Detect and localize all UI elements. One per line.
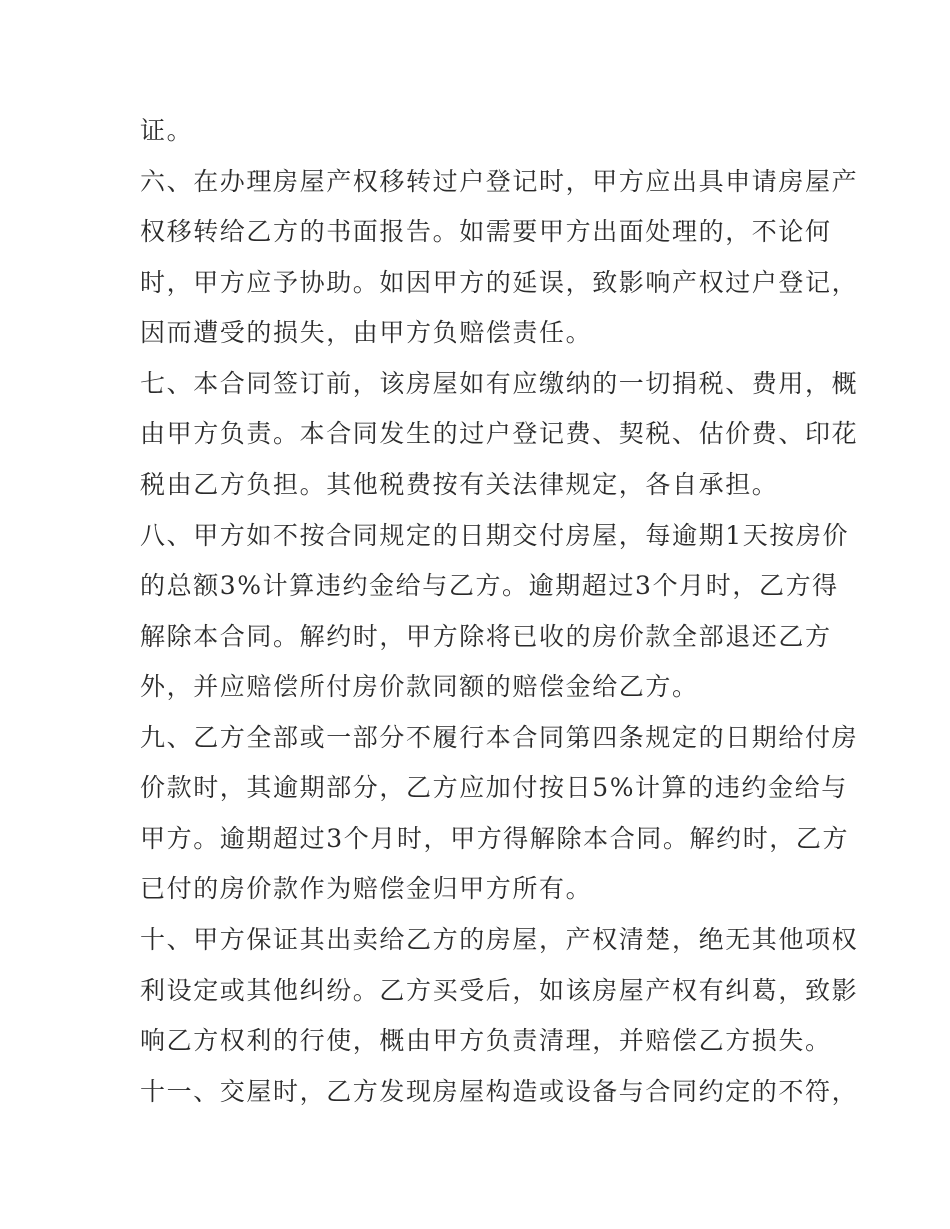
text-line: 权移转给乙方的书面报告。如需要甲方出面处理的，不论何 <box>140 217 832 246</box>
text-line: 响乙方权利的行使，概由甲方负责清理，并赔偿乙方损失。 <box>140 1026 832 1055</box>
text-line: 时，甲方应予协助。如因甲方的延误，致影响产权过户登记， <box>140 268 859 297</box>
text-line: 税由乙方负担。其他税费按有关法律规定，各自承担。 <box>140 470 779 499</box>
text-line: 十一、交屋时，乙方发现房屋构造或设备与合同约定的不符， <box>140 1077 859 1106</box>
text-line: 八、甲方如不按合同规定的日期交付房屋，每逾期1天按房价 <box>140 521 850 550</box>
text-line: 七、本合同签订前，该房屋如有应缴纳的一切捐税、费用，概 <box>140 369 859 398</box>
text-line: 已付的房价款作为赔偿金归甲方所有。 <box>140 874 593 903</box>
text-line: 因而遭受的损失，由甲方负赔偿责任。 <box>140 318 593 347</box>
text-line: 解除本合同。解约时，甲方除将已收的房价款全部退还乙方 <box>140 622 832 651</box>
text-line: 利设定或其他纠纷。乙方买受后，如该房屋产权有纠葛，致影 <box>140 976 859 1005</box>
text-line: 的总额3%计算违约金给与乙方。逾期超过3个月时，乙方得 <box>140 571 839 600</box>
text-line: 价款时，其逾期部分，乙方应加付按日5%计算的违约金给与 <box>140 773 848 802</box>
text-line: 证。 <box>140 116 194 145</box>
text-line: 九、乙方全部或一部分不履行本合同第四条规定的日期给付房 <box>140 723 859 752</box>
text-line: 甲方。逾期超过3个月时，甲方得解除本合同。解约时，乙方 <box>140 824 850 853</box>
text-line: 由甲方负责。本合同发生的过户登记费、契税、估价费、印花 <box>140 419 859 448</box>
text-line: 六、在办理房屋产权移转过户登记时，甲方应出具申请房屋产 <box>140 167 859 196</box>
text-line: 外，并应赔偿所付房价款同额的赔偿金给乙方。 <box>140 672 699 701</box>
text-line: 十、甲方保证其出卖给乙方的房屋，产权清楚，绝无其他项权 <box>140 925 859 954</box>
